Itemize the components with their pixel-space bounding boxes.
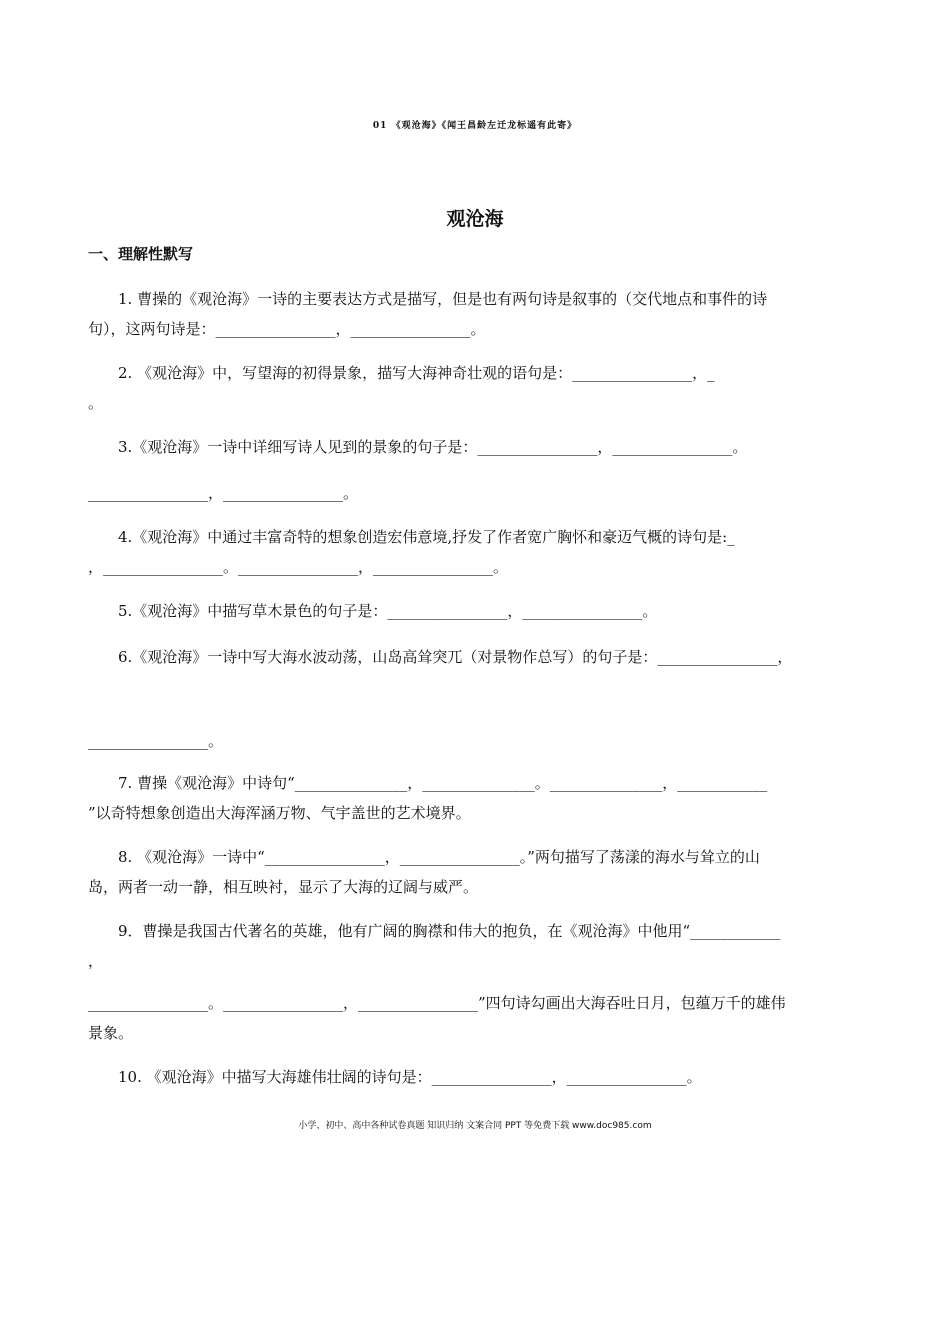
page-title: 01 《观沧海》《闻王昌龄左迁龙标遥有此寄》 — [372, 121, 578, 131]
poem-subtitle: 观沧海 — [446, 208, 504, 230]
question-7-line-2: ”以奇特想象创造出大海浑涵万物、气宇盖世的艺术境界。 — [88, 804, 471, 822]
question-4-line-2: ，________________。________________，________________。 — [88, 558, 509, 576]
question-2-line-1: 2. 《观沧海》中，写望海的初得景象，描写大海神奇壮观的语句是：________________，_ — [118, 364, 715, 382]
question-8-line-1: 8. 《观沧海》一诗中“________________，________________。”两句描写了荡漾的海水与耸立的山 — [118, 848, 760, 866]
question-6-line-1: 6.《观沧海》一诗中写大海水波动荡，山岛高耸突兀（对景物作总写）的句子是：________________， — [118, 648, 793, 666]
question-9-line-1: 9．曹操是我国古代著名的英雄，他有广阔的胸襟和伟大的抱负，在《观沧海》中他用“____________ — [118, 922, 781, 940]
footer-banner: 小学、初中、高中各种试卷真题 知识归纳 文案合同 PPT 等免费下载 www.doc985.com — [298, 1121, 652, 1131]
question-5-line: 5.《观沧海》中描写草木景色的句子是：________________，________________。 — [118, 602, 658, 620]
question-9-line-4: 景象。 — [88, 1024, 134, 1042]
question-6-line-2: ________________。 — [88, 732, 224, 750]
question-8-line-2: 岛，两者一动一静，相互映衬，显示了大海的辽阔与威严。 — [88, 878, 479, 896]
question-2-line-2: 。 — [88, 394, 104, 412]
question-9-line-3: ________________。________________，________________”四句诗勾画出大海吞吐日月，包蕴万千的雄伟 — [88, 994, 786, 1012]
section-heading: 一、理解性默写 — [88, 245, 194, 263]
question-10-line: 10. 《观沧海》中描写大海雄伟壮阔的诗句是：________________，________________。 — [118, 1068, 702, 1086]
question-3-line-2: ________________，________________。 — [88, 484, 359, 502]
question-9-line-2: ， — [88, 952, 104, 970]
question-1-line-1: 1. 曹操的《观沧海》一诗的主要表达方式是描写，但是也有两句诗是叙事的（交代地点和事件的诗 — [118, 290, 768, 308]
question-1-line-2: 句），这两句诗是：________________，________________。 — [88, 320, 486, 338]
question-4-line-1: 4.《观沧海》中通过丰富奇特的想象创造宏伟意境,抒发了作者宽广胸怀和豪迈气概的诗句是:_ — [118, 528, 735, 546]
question-7-line-1: 7. 曹操《观沧海》中诗句“_______________，_______________。_______________，____________ — [118, 774, 768, 792]
question-3-line-1: 3.《观沧海》一诗中详细写诗人见到的景象的句子是：________________，________________。 — [118, 438, 748, 456]
